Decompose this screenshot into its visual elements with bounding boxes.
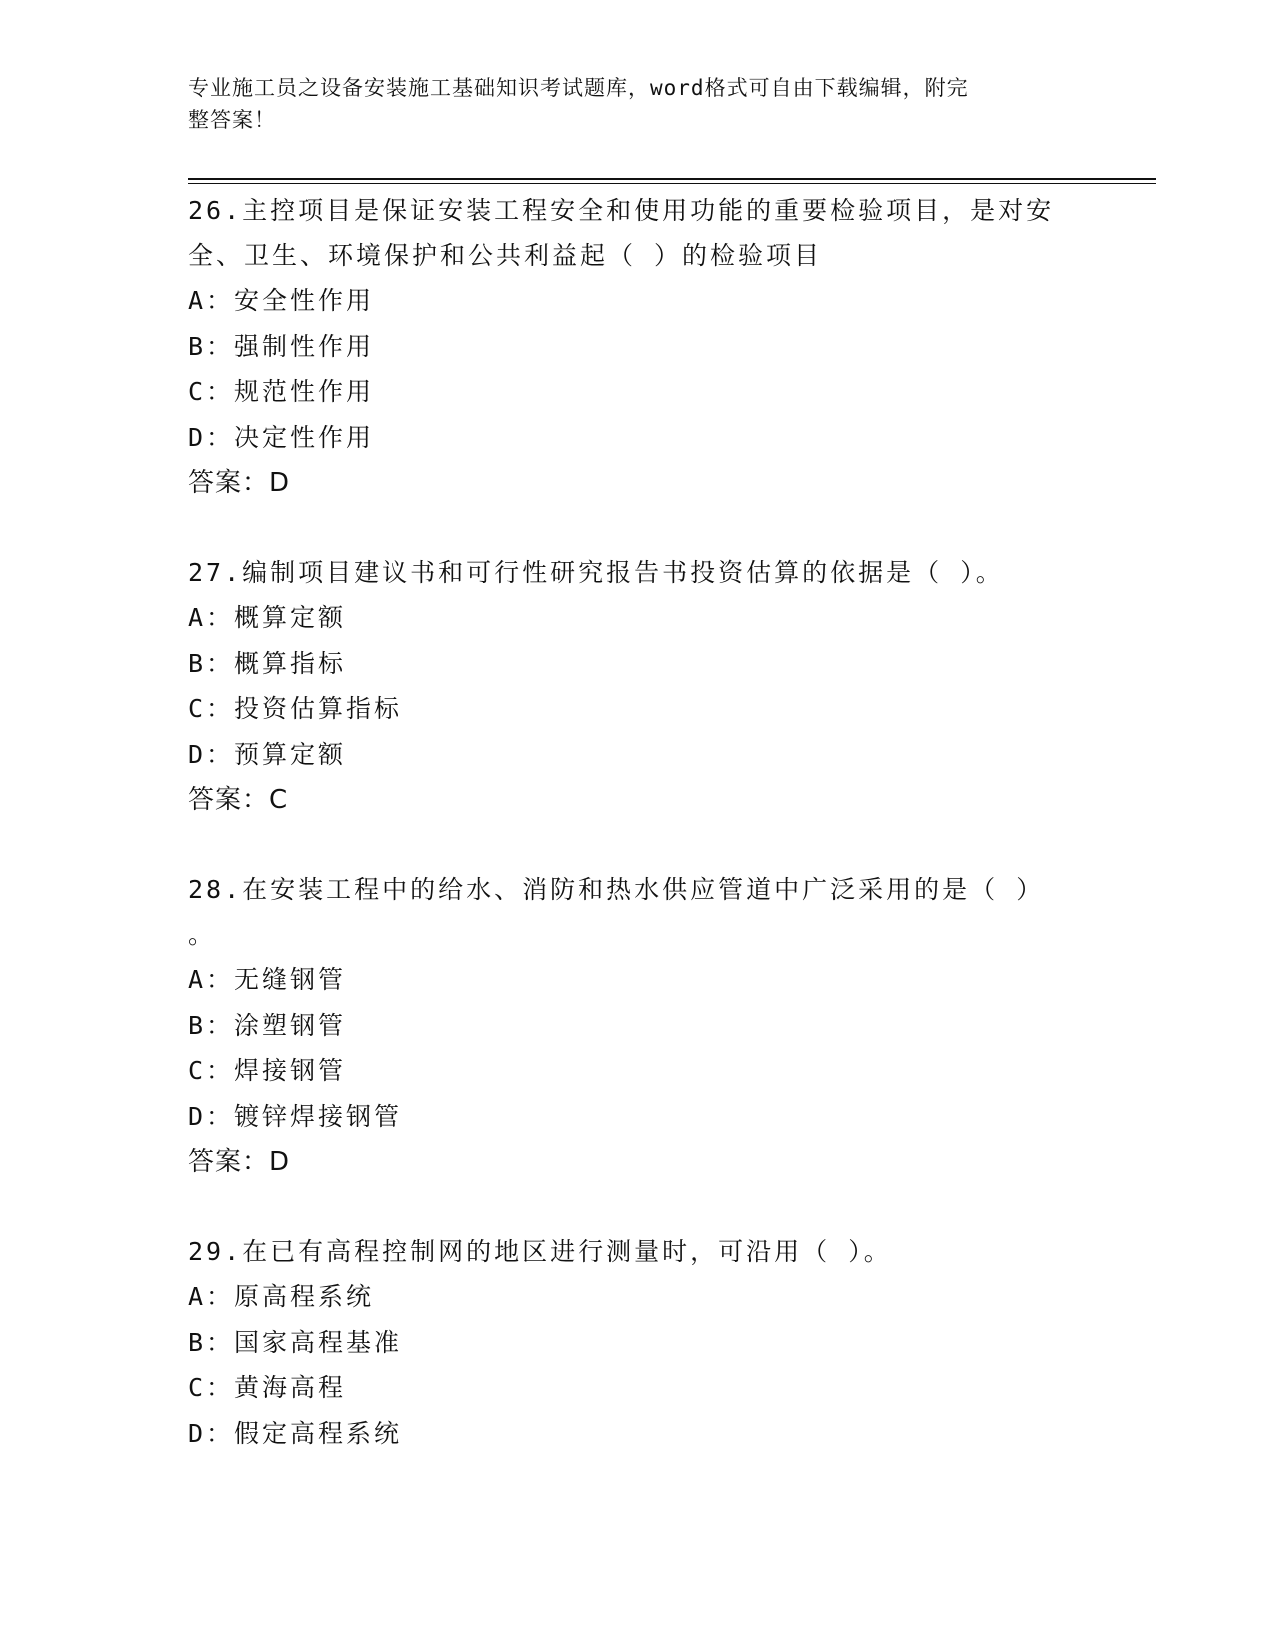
answer: 答案：C [188, 785, 289, 815]
option-b: B：涂塑钢管 [188, 1010, 347, 1040]
option-d: D：镀锌焊接钢管 [188, 1101, 403, 1131]
question-stem-continued: 。 [188, 920, 217, 949]
question-spacer [188, 1185, 1088, 1229]
option-c: C：投资估算指标 [188, 694, 403, 723]
question-27 [188, 550, 1088, 823]
question-28 [188, 867, 1088, 1185]
document-header [188, 72, 1068, 136]
header-divider-thin [188, 183, 1156, 184]
option-b: B：国家高程基准 [188, 1327, 403, 1357]
question-spacer [188, 506, 1088, 550]
option-a: A：无缝钢管 [188, 965, 347, 994]
option-d: D：预算定额 [188, 739, 347, 769]
option-b: B：概算指标 [188, 648, 347, 678]
option-b: B：强制性作用 [188, 331, 375, 361]
question-stem: 26.主控项目是保证安装工程安全和使用功能的重要检验项目，是对安 [188, 196, 1055, 225]
answer: 答案：D [188, 1147, 291, 1177]
header-intro-line2: 整答案！ [188, 108, 276, 132]
question-26 [188, 188, 1088, 506]
option-d: D：假定高程系统 [188, 1418, 403, 1448]
question-list [188, 188, 1088, 1456]
question-stem: 27.编制项目建议书和可行性研究报告书投资估算的依据是（ ）。 [188, 558, 1004, 587]
option-a: A：安全性作用 [188, 286, 375, 315]
option-d: D：决定性作用 [188, 422, 375, 452]
option-c: C：规范性作用 [188, 377, 375, 406]
question-stem-continued: 全、卫生、环境保护和公共利益起（ ）的检验项目 [188, 241, 823, 270]
question-spacer [188, 823, 1088, 867]
header-divider-thick [188, 178, 1156, 180]
answer: 答案：D [188, 468, 291, 498]
question-stem: 28.在安装工程中的给水、消防和热水供应管道中广泛采用的是（ ） [188, 875, 1045, 904]
option-c: C：焊接钢管 [188, 1056, 347, 1085]
header-intro-line1: 专业施工员之设备安装施工基础知识考试题库，word格式可自由下载编辑，附完 [188, 76, 969, 100]
option-a: A：概算定额 [188, 603, 347, 632]
question-29 [188, 1229, 1088, 1456]
question-stem: 29.在已有高程控制网的地区进行测量时，可沿用（ ）。 [188, 1237, 892, 1266]
option-a: A：原高程系统 [188, 1282, 375, 1311]
option-c: C：黄海高程 [188, 1373, 347, 1402]
